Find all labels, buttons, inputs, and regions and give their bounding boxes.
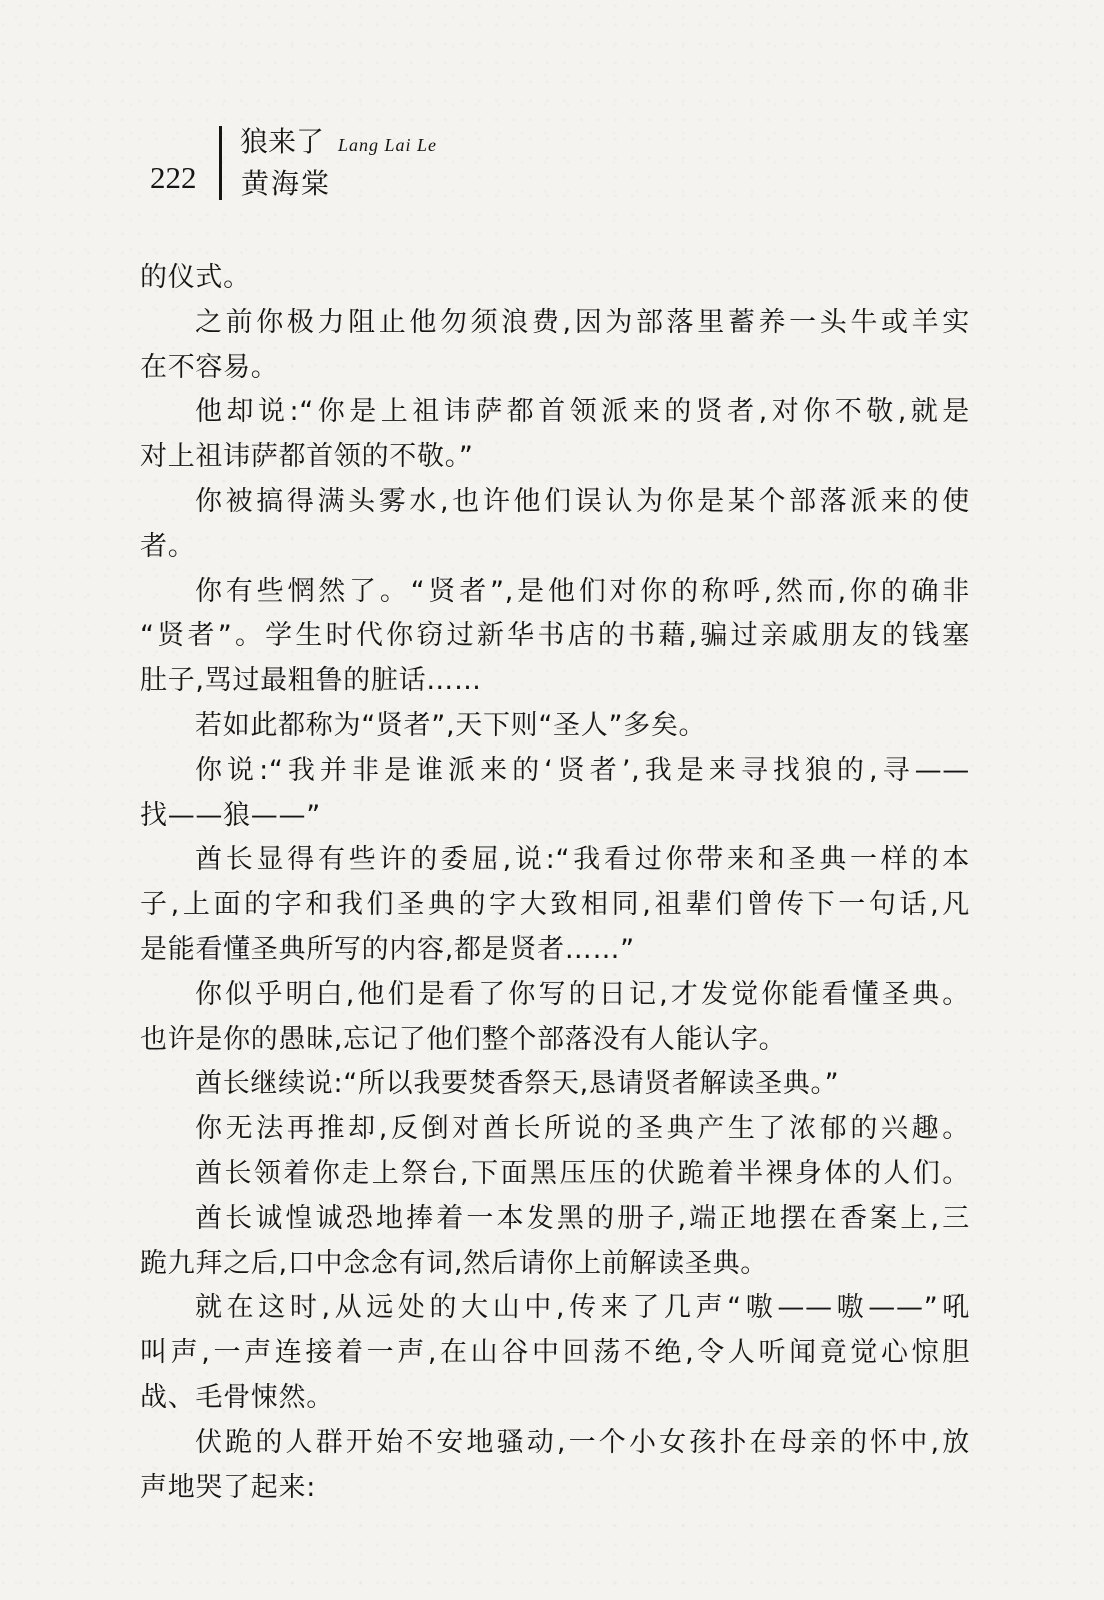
text-line: 者。 — [140, 530, 196, 562]
text-line: 你被搞得满头雾水,也许他们误认为你是某个部落派来的使 — [195, 486, 970, 517]
header-divider — [219, 126, 222, 200]
text-line: 酋长继续说:“所以我要焚香祭天,恳请贤者解读圣典。” — [195, 1068, 840, 1100]
text-line: 若如此都称为“贤者”,天下则“圣人”多矣。 — [195, 710, 707, 741]
text-line: 就在这时,从远处的大山中,传来了几声“嗷——嗷——”吼 — [195, 1292, 970, 1324]
text-line: 对上祖讳萨都首领的不敬。” — [140, 441, 474, 473]
text-line: 叫声,一声连接着一声,在山谷中回荡不绝,令人听闻竟觉心惊胆 — [140, 1337, 970, 1369]
text-line: 你有些惘然了。“贤者”,是他们对你的称呼,然而,你的确非 — [195, 575, 970, 607]
text-line: 你说:“我并非是谁派来的‘贤者’,我是来寻找狼的,寻—— — [195, 754, 970, 786]
text-line: 是能看懂圣典所写的内容,都是贤者……” — [140, 934, 635, 965]
text-line: 酋长诚惶诚恐地捧着一本发黑的册子,端正地摆在香案上,三 — [195, 1202, 970, 1234]
text-line: 跪九拜之后,口中念念有词,然后请你上前解读圣典。 — [140, 1247, 768, 1279]
text-line: “贤者”。学生时代你窃过新华书店的书藉,骗过亲戚朋友的钱塞 — [140, 620, 970, 652]
book-author: 黄海棠 — [241, 167, 332, 200]
text-line: 伏跪的人群开始不安地骚动,一个小女孩扑在母亲的怀中,放 — [195, 1426, 970, 1458]
text-line: 你无法再推却,反倒对酋长所说的圣典产生了浓郁的兴趣。 — [195, 1113, 970, 1145]
text-line: 战、毛骨悚然。 — [140, 1382, 334, 1413]
text-line: 之前你极力阻止他勿须浪费,因为部落里蓄养一头牛或羊实 — [195, 306, 970, 338]
page-header — [150, 118, 650, 204]
text-line: 酋长显得有些许的委屈,说:“我看过你带来和圣典一样的本 — [195, 844, 970, 876]
text-line: 也许是你的愚昧,忘记了他们整个部落没有人能认字。 — [140, 1023, 787, 1055]
body-text — [140, 250, 970, 1503]
text-line: 在不容易。 — [140, 351, 279, 383]
page-number: 222 — [150, 160, 197, 195]
text-line: 子,上面的字和我们圣典的字大致相同,祖辈们曾传下一句话,凡 — [140, 889, 970, 921]
book-title-pinyin: Lang Lai Le — [338, 135, 438, 155]
book-title-chinese: 狼来了 — [240, 125, 325, 158]
book-title — [240, 120, 437, 160]
text-line: 的仪式。 — [140, 262, 251, 293]
text-line: 你似乎明白,他们是看了你写的日记,才发觉你能看懂圣典。 — [195, 978, 970, 1010]
text-line: 肚子,骂过最粗鲁的脏话…… — [140, 665, 482, 697]
text-line: 酋长领着你走上祭台,下面黑压压的伏跪着半裸身体的人们。 — [195, 1158, 970, 1189]
text-line: 找——狼——” — [140, 799, 321, 831]
text-line: 他却说:“你是上祖讳萨都首领派来的贤者,对你不敬,就是 — [195, 396, 970, 428]
text-line: 声地哭了起来: — [140, 1471, 316, 1503]
